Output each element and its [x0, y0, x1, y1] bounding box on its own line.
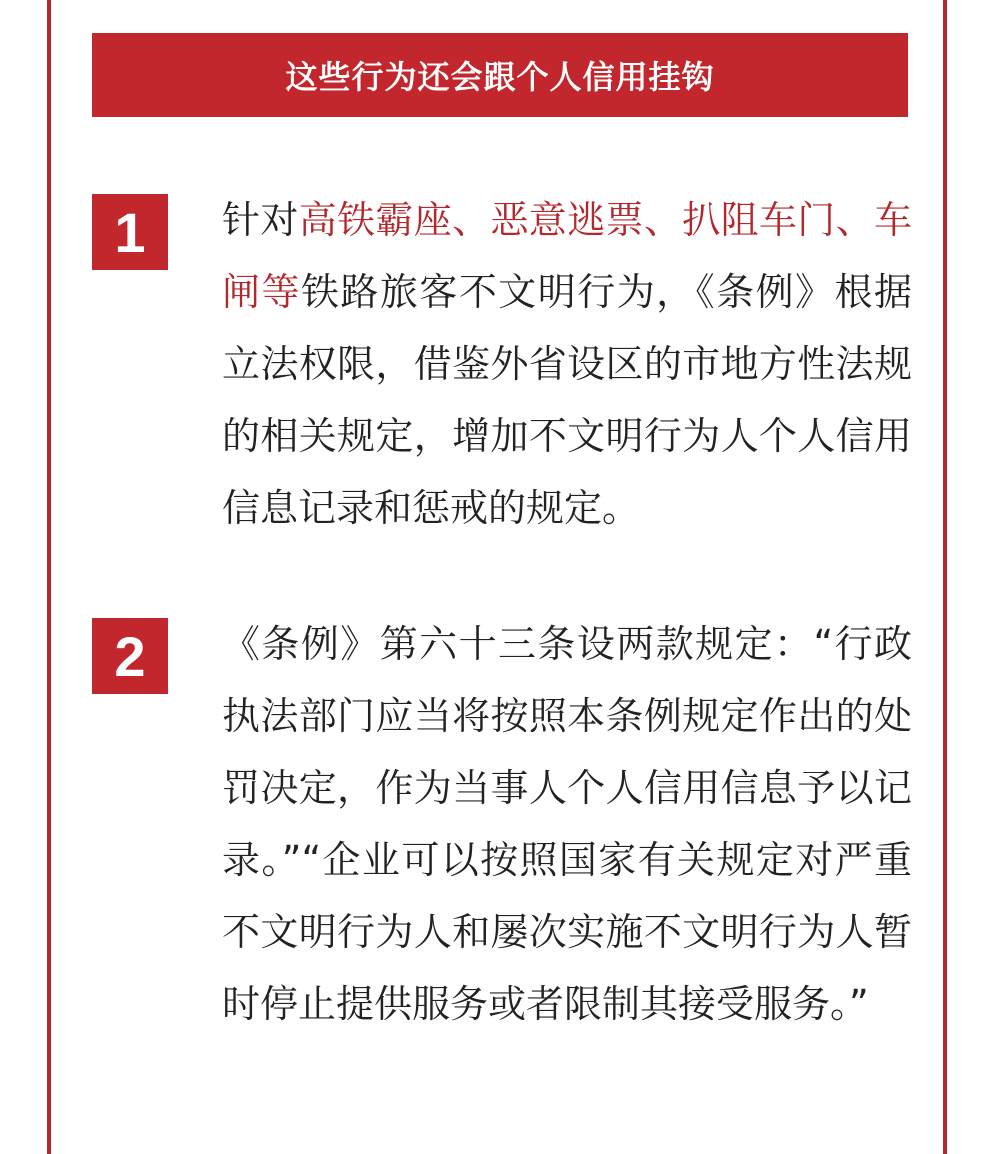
item-number-badge	[92, 618, 168, 694]
paragraph-suffix: 铁路旅客不文明行为，《条例》根据立法权限，借鉴外省设区的市地方性法规的相关规定，增加不文明行为人个人信用信息记录和惩戒的规定。	[222, 270, 912, 530]
section-title-text: 这些行为还会跟个人信用挂钩	[285, 58, 715, 96]
item-number: 1	[114, 200, 146, 264]
section-title	[92, 33, 908, 117]
item-paragraph	[222, 184, 912, 544]
paragraph-text: 《条例》第六十三条设两款规定：“行政执法部门应当将按照本条例规定作出的处罚决定，作为当事人个人信用信息予以记录。”“企业可以按照国家有关规定对严重不文明行为人和屡次实施不文明行为人暂时停止提供服务或者限制其接受服务。”	[222, 622, 912, 1026]
item-number-badge	[92, 194, 168, 270]
highlighted-behaviors: 高铁霸座、恶意逃票、扒阻车门、车闸等	[222, 198, 912, 314]
paragraph-prefix: 针对	[222, 198, 299, 242]
item-paragraph	[222, 608, 912, 1040]
item-number: 2	[114, 624, 146, 688]
